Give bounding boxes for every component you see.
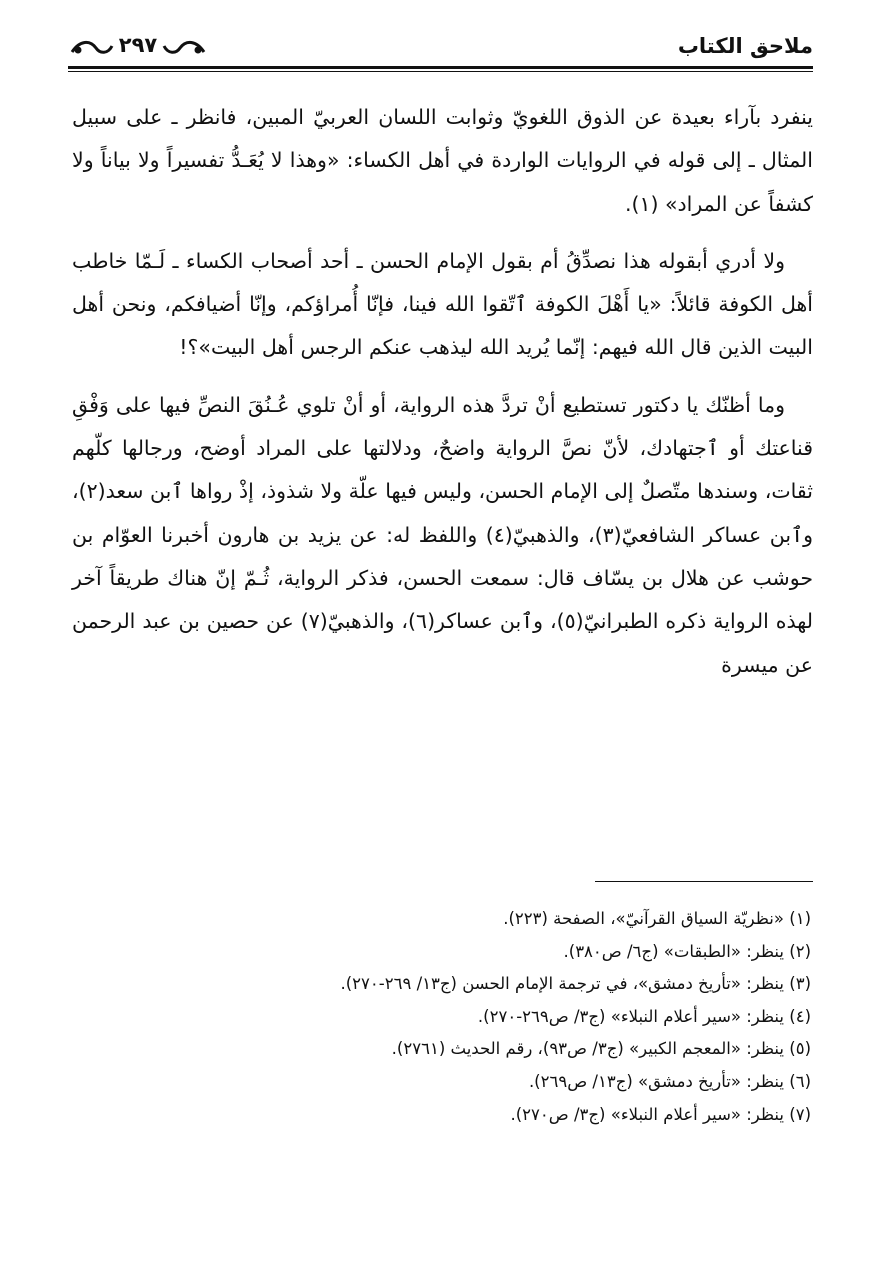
paragraph-2: ولا أدري أبقوله هذا نصدِّقُ أم بقول الإمام الحسن ـ أحد أصحاب الكساء ـ لَـمّا خاطب أهل الكوفة قائلاً: «يا أَهْلَ الكوفة ٱتّقوا الله فينا، فإنّا أُمراؤكم، وإنّا أضيافكم، ونحن أهل البيت الذين قال الله فيهم: إنّما يُريد الله ليذهب عنكم الرجس أهل البيت»؟! bbox=[72, 248, 813, 360]
page-number-ornament bbox=[68, 32, 208, 62]
footnote-4: (٤) ينظر: «سير أعلام النبلاء» (ج٣/ ص٢٦٩-٢٧٠). bbox=[477, 1006, 811, 1026]
footnote-2: (٢) ينظر: «الطبقات» (ج٦/ ص٣٨٠). bbox=[563, 941, 811, 961]
main-text bbox=[72, 96, 813, 701]
paragraph-3: وما أظنّك يا دكتور تستطيع أنْ تردَّ هذه الرواية، أو أنْ تلوي عُـنُقَ النصِّ فيها على وَفْقِ قناعتك أو ٱجتهادك، لأنّ نصَّ الرواية واضحٌ، ودلالتها على المراد أوضح، ورجالها كلّهم ثقات، وسندها متّصلٌ إلى الإمام الحسن، وليس فيها علّة ولا شذوذ، إذْ رواها ٱبن سعد(٢)، وٱبن عساكر الشافعيّ(٣)، والذهبيّ(٤) واللفظ له: عن يزيد بن هارون أخبرنا العوّام بن حوشب عن هلال بن يسّاف قال: سمعت الحسن، فذكر الرواية، ثُـمّ إنّ هناك طريقاً آخر لهذه الرواية ذكره الطبرانيّ(٥)، وٱبن عساكر(٦)، والذهبيّ(٧) عن حصين بن عبد الرحمن عن ميسرة bbox=[72, 392, 813, 677]
footnote-divider bbox=[595, 881, 813, 882]
running-title: ملاحق الكتاب bbox=[677, 34, 813, 58]
footnote-7: (٧) ينظر: «سير أعلام النبلاء» (ج٣/ ص٢٧٠). bbox=[510, 1104, 811, 1124]
footnote-5: (٥) ينظر: «المعجم الكبير» (ج٣/ ص٩٣)، رقم الحديث (٢٧٦١). bbox=[391, 1039, 811, 1059]
page-number: ٢٩٧ bbox=[118, 33, 158, 57]
footnote-6: (٦) ينظر: «تأريخ دمشق» (ج١٣/ ص٢٦٩). bbox=[528, 1071, 811, 1091]
header-rule bbox=[68, 66, 813, 69]
footnotes bbox=[120, 903, 811, 1131]
page-header bbox=[68, 30, 813, 70]
footnote-1: (١) «نظريّة السياق القرآنيّ»، الصفحة (٢٢٣). bbox=[503, 909, 811, 928]
footnote-3: (٣) ينظر: «تأريخ دمشق»، في ترجمة الإمام الحسن (ج١٣/ ٢٦٩-٢٧٠). bbox=[340, 974, 811, 994]
paragraph-1: ينفرد بآراء بعيدة عن الذوق اللغويّ وثوابت اللسان العربيّ المبين، فانظر ـ على سبيل المثال ـ إلى قوله في الروايات الواردة في أهل الكساء: «وهذا لا يُعَـدُّ تفسيراً ولا بياناً ولا كشفاً عن المراد» (١). bbox=[72, 105, 813, 216]
